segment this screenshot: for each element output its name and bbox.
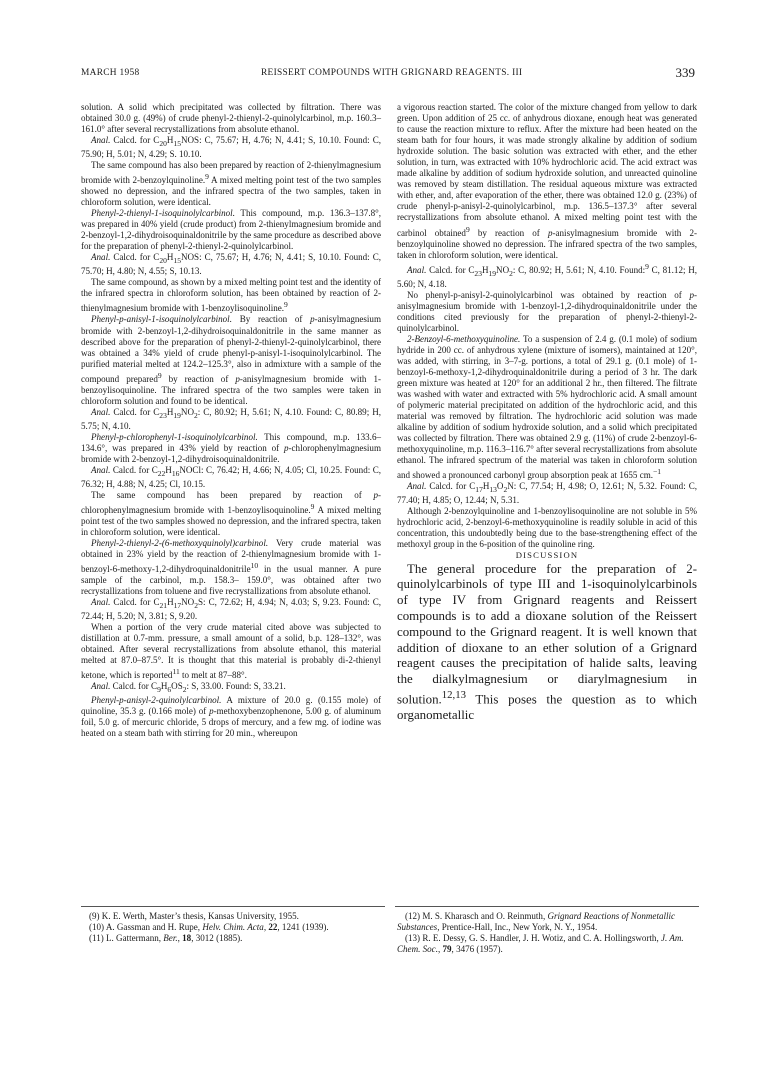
paragraph: Anal. Calcd. for $C_{20}H_{15}NOS$: C, 75.67; H, 4.76; N, 4.41; S, 10.10. Found: C, 75.90; H, 5.01; N, 4.29; S. 10.10. [81, 135, 382, 159]
footnote: (10) A. Gassman and H. Rupe, Helv. Chim. Acta, 22, 1241 (1939). [89, 922, 329, 933]
paragraph: Phenyl-p-anisyl-2-quinolylcarbinol. A mixture of 20.0 g. (0.155 mole) of quinoline, 35.3 g. (0.166 mole) of p-methoxybenzophenone, 5.00 g. of aluminum foil, 5.0 g. of mercuric chloride, 5 drops of mercury, and a few mg. of iodine was heated on a steam bath with stirring for 20 min., whereupon [81, 695, 381, 739]
right-column [397, 102, 697, 724]
footnote: (12) M. S. Kharasch and O. Reinmuth, Grignard Reactions of Nonmetallic Substances, Prentice-Hall, Inc., New York, N. Y., 1954. [397, 911, 676, 933]
paragraph: solution. A solid which precipitated was collected by filtration. There was obtained 30.0 g. (49%) of crude phenyl-2-thienyl-2-quinolylcarbinol, m.p. 160.3–161.0° after several recrystallizations from absolute ethanol. [81, 102, 381, 135]
footnotes-right [397, 911, 697, 955]
paragraph: The general procedure for the preparation of 2-quinolylcarbinols of type III and 1-isoquinolylcarbinols of type IV from Grignard reagents and Reissert compounds is to add a dioxane solution of the Reissert compound to the Grignard reagent. It is well known that addition of dioxane to an ether solution of a Grignard reagent causes the precipitation of halide salts, leaving the dialkylmagnesium or diarylmagnesium in solution.$^{12,13}$ This poses the question as to which organometallic [397, 561, 697, 722]
paragraph: The same compound has also been prepared by reaction of 2-thienylmagnesium bromide with 2-benzoylquinoline.$^9$ A mixed melting point test of the two samples showed no depression, and the infrared spectra of the two samples, taken in chloroform solution, were identical. [81, 160, 381, 208]
footnote-rule-right [395, 906, 699, 907]
paragraph: Anal. Calcd. for $C_{20}H_{15}NOS$: C, 75.67; H, 4.76; N, 4.41; S, 10.10. Found: C, 75.70; H, 4.80; N, 4.55; S, 10.13. [81, 252, 382, 277]
left-column [81, 102, 381, 739]
paragraph: a vigorous reaction started. The color of the mixture changed from yellow to dark green. Upon addition of 25 cc. of anhydrous dioxane, enough heat was generated to cause the reaction mixture to reflux. After the mixture had been heated on the steam bath for four hours, it was made strongly alkaline by addition of sodium hydroxide solution. The basic solution was extracted with ether, and the ether solution, in turn, was extracted with 10% hydrochloric acid. The acid extract was made alkaline by addition of sodium hydroxide solution, and unreacted quinoline was removed by steam distillation. The residual aqueous mixture was extracted with ether, and, after evaporation of the ether, there was obtained 12.0 g. (23%) of crude phenyl-p-anisyl-2-quinolylcarbinol, m.p. 136.5–137.3° after several recrystallizations from absolute ethanol. A mixed melting point test with the carbinol obtained$^9$ by reaction of p-anisylmagnesium bromide with 2-benzoylquinoline showed no depression. The infrared spectra of the two samples, taken in chloroform solution, were identical. [397, 102, 698, 260]
paragraph: Anal. Calcd. for $C_9H_6OS_2$: S, 33.00. Found: S, 33.21. [91, 681, 286, 695]
section-heading: DISCUSSION [515, 550, 579, 561]
paragraph: Anal. Calcd. for $C_{21}H_{17}NO_2S$: C, 72.62; H, 4.94; N, 4.03; S, 9.23. Found: C, 72.44; H, 5.20; N, 3.81; S, 9.20. [81, 597, 382, 622]
footnotes-left [81, 911, 381, 944]
paragraph: When a portion of the very crude material cited above was subjected to distillation at 0.7-mm. pressure, a small amount of a solid, b.p. 128–132°, was obtained. After several recrystallizations from absolute ethanol, this material melted at 87.0–87.5°. It is thought that this material is probably di-2-thienyl ketone, which is reported$^{11}$ to melt at 87–88°. [81, 622, 381, 681]
page-number: 339 [675, 65, 695, 80]
header-running-title: REISSERT COMPOUNDS WITH GRIGNARD REAGENTS. III [261, 68, 523, 78]
running-header [81, 65, 695, 84]
paragraph: Anal. Calcd. for $C_{23}H_{19}NO_2$: C, 80.92; H, 5.61; N, 4.10. Found: C, 80.89; H, 5.75; N, 4.10. [81, 406, 381, 431]
footnote-rule-left [81, 906, 385, 907]
footnote: (13) R. E. Dessy, G. S. Handler, J. H. Wotiz, and C. A. Hollingsworth, J. Am. Chem. Soc., 79, 3476 (1957). [397, 933, 684, 955]
paragraph: Anal. Calcd. for $C_{17}H_{13}O_2N$: C, 77.54; H, 4.98; O, 12.61; N, 5.32. Found: C, 77.40; H, 4.85; O, 12.44; N, 5.31. [397, 481, 697, 506]
paragraph: Phenyl-2-thienyl-1-isoquinolylcarbinol. This compound, m.p. 136.3–137.8°, was prepared in 40% yield (crude product) from 2-thienylmagnesium bromide and 2-benzoyl-1,2-dihydroisoquinaldonitrile by the same procedure as described above for the preparation of phenyl-2-thienyl-2-quinolylcarbinol. [81, 208, 381, 252]
paragraph: The same compound, as shown by a mixed melting point test and the identity of the infrared spectra in chloroform solution, has been obtained by reaction of 2-thienylmagnesium bromide with 1-benzoylisoquinoline.$^9$ [81, 277, 381, 314]
paragraph: Anal. Calcd. for $C_{23}H_{19}NO_2$: C, 80.92; H, 5.61; N, 4.10. Found:$^9$ C, 81.12; H, 5.60; N, 4.18. [397, 261, 697, 289]
paragraph: Although 2-benzoylquinoline and 1-benzoylisoquinoline are not soluble in 5% hydrochloric acid, 2-benzoyl-6-methoxyquinoline is readily soluble in acid of this concentration, this undoubtedly being due to the base-strengthening effect of the methoxyl group in the 6-position of the quinoline ring. [397, 506, 697, 550]
paragraph: 2-Benzoyl-6-methoxyquinoline. To a suspension of 2.4 g. (0.1 mole) of sodium hydride in 200 cc. of anhydrous xylene (mixture of isomers), maintained at 120°, was added, with stirring, in 3–7-g. portions, a total of 29.1 g. (0.1 mole) of 1-benzoyl-6-methoxy-1,2-dihydroquinaldonitrile during a period of 3 hr. The dark green mixture was heated at 120° for an additional 2 hr., then filtered. The filtrate was washed with water and extracted with 5% hydrochloric acid. A small amount of polymeric material precipitated on addition of the hydrochloric acid, and this material was removed by filtration. The hydrochloric acid solution was made alkaline by addition of sodium hydroxide solution, and a solid which precipitated was collected by filtration. There was obtained 2.9 g. (11%) of crude 2-benzoyl-6-methoxyquinoline, m.p. 116.3–116.7° after several recrystallizations from absolute ethanol. The infrared spectrum of the material was taken in chloroform solution and showed a pronounced carbonyl group absorption peak at 1655 cm.$^{-1}$ [397, 333, 697, 481]
paragraph: No phenyl-p-anisyl-2-quinolylcarbinol was obtained by reaction of p-anisylmagnesium bromide with 1-benzoyl-1,2-dihydroquinaldonitrile under the conditions cited previously for the preparation of phenyl-2-thienyl-2-quinolylcarbinol. [397, 289, 697, 333]
paragraph: Phenyl-p-chlorophenyl-1-isoquinolylcarbinol. This compound, m.p. 133.6–134.6°, was prepared in 43% yield by reaction of p-chlorophenylmagnesium bromide with 2-benzoyl-1,2-dihydroisoquinaldonitrile. [81, 431, 381, 464]
paragraph: Phenyl-p-anisyl-1-isoquinolylcarbinol. By reaction of p-anisylmagnesium bromide with 2-benzoyl-1,2-dihydroisoquinaldonitrile in the same manner as described above for the preparation of phenyl-2-thienyl-2-quinolylcarbinol, there was obtained a 34% yield of crude phenyl-p-anisyl-1-isoquinolylcarbinol. The purified material melted at 124.2–125.3°, also in admixture with a sample of the compound prepared$^9$ by reaction of p-anisylmagnesium bromide with 1-benzoylisoquinoline. The infrared spectra of the two samples were taken in chloroform solution and found to be identical. [81, 314, 381, 406]
paragraph: Anal. Calcd. for $C_{22}H_{16}NOCl$: C, 76.42; H, 4.66; N, 4.05; Cl, 10.25. Found: C, 76.32; H, 4.88; N, 4.25; Cl, 10.15. [81, 464, 381, 489]
paragraph: The same compound has been prepared by reaction of p-chlorophenylmagnesium bromide with 1-benzoylisoquinoline.$^9$ A mixed melting point test of the two samples showed no depression, and the infrared spectra, taken in chloroform solution, were identical. [81, 489, 381, 537]
header-date: MARCH 1958 [81, 68, 140, 78]
footnote: (9) K. E. Werth, Master’s thesis, Kansas University, 1955. [89, 911, 299, 921]
paragraph: Phenyl-2-thienyl-2-(6-methoxyquinolyl)carbinol. Very crude material was obtained in 23% yield by the reaction of 2-thienylmagnesium bromide with 1-benzoyl-6-methoxy-1,2-dihydroquinaldonitrile$^{10}$ in the usual manner. A pure sample of the carbinol, m.p. 158.3– 159.0°, was obtained after two recrystallizations from toluene and five recrystallizations from absolute ethanol. [81, 537, 381, 597]
footnote: (11) L. Gattermann, Ber., 18, 3012 (1885). [89, 933, 243, 944]
